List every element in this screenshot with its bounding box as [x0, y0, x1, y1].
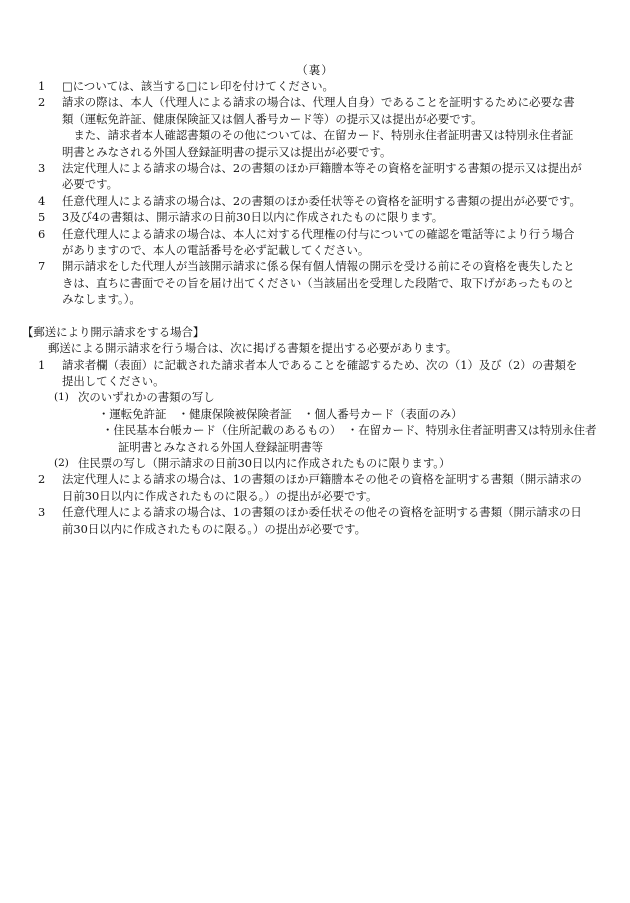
- mail-item-number: 3: [38, 505, 46, 520]
- note-number: 3: [38, 161, 46, 176]
- note-text: 開示請求をした代理人が当該開示請求に係る保有個人情報の開示を受ける前にその資格を喪失したときは、直ちに書面でその旨を届け出てください（当該届出を受理した段階で、取下げがあったものとみなします。）。: [62, 259, 575, 307]
- note-text: □については、該当する□にレ印を付けてください。: [62, 79, 334, 93]
- mail-subitem-text: 次のいずれかの書類の写し: [78, 390, 215, 405]
- note-item: [38, 258, 584, 307]
- document-bullet-line: ・住民基本台帳カード（住所記載のあるもの） ・在留カード、特別永住者証明書又は特別永住者証明書とみなされる外国人登録証明書等: [102, 423, 597, 454]
- note-text: 任意代理人による請求の場合は、本人に対する代理権の付与についての確認を電話等により行う場合がありますので、本人の電話番号を必ず記載してください。: [62, 226, 575, 258]
- note-number: 4: [38, 193, 46, 208]
- mail-item: [38, 471, 584, 504]
- mail-item-number: 2: [38, 472, 46, 487]
- mail-subitem-text: 住民票の写し（開示請求の日前30日以内に作成されたものに限ります。）: [78, 455, 451, 470]
- note-number: 6: [38, 226, 46, 241]
- note-item: [38, 226, 584, 259]
- mail-subitem-number: (1): [54, 391, 69, 404]
- note-text: 請求の際は、本人（代理人による請求の場合は、代理人自身）であることを証明するために必要な書類（運転免許証、健康保険証又は個人番号カード等）の提示又は提出が必要です。: [62, 95, 575, 126]
- mail-section-lead: 郵送による開示請求を行う場合は、次に掲げる書類を提出する必要があります。: [48, 341, 458, 356]
- note-number: 7: [38, 259, 46, 274]
- mail-item-text: 任意代理人による請求の場合は、1の書類のほか委任状その他その資格を証明する書類（開示請求の日前30日以内に作成されたものに限る。）の提出が必要です。: [62, 505, 582, 536]
- note-text: 任意代理人による請求の場合は、2の書類のほか委任状等その資格を証明する書類の提出が必要です。: [62, 193, 581, 208]
- note-item: [38, 160, 584, 193]
- mail-section-heading: 【郵送により開示請求をする場合】: [22, 324, 205, 339]
- note-item: [38, 193, 584, 209]
- mail-subitem-number: (2): [54, 456, 69, 469]
- page-title: （裏）: [296, 63, 334, 77]
- mail-subitem: [54, 455, 584, 471]
- mail-item-text: 法定代理人による請求の場合は、1の書類のほか戸籍謄本その他その資格を証明する書類（開示請求の日前30日以内に作成されたものに限る。）の提出が必要です。: [62, 472, 582, 503]
- note-item: [38, 94, 584, 160]
- mail-item-number: 1: [38, 357, 46, 372]
- notes-block: [0, 78, 630, 537]
- mail-item: [38, 357, 584, 390]
- note-item: [38, 78, 584, 94]
- document-bullet-line: ・運転免許証 ・健康保険被保険者証 ・個人番号カード（表面のみ）: [98, 406, 463, 421]
- note-number: 1: [38, 79, 46, 93]
- note-number: 5: [38, 210, 46, 225]
- section-gap: [0, 308, 630, 324]
- mail-item: [38, 504, 584, 537]
- mail-subitem: [54, 389, 584, 405]
- note-text: 法定代理人による請求の場合は、2の書類のほか戸籍謄本等その資格を証明する書類の提示又は提出が必要です。: [62, 161, 582, 192]
- note-item: [38, 209, 584, 225]
- mail-item-text: 請求者欄（表面）に記載された請求者本人であることを確認するため、次の（1）及び（2）の書類を提出してください。: [62, 357, 578, 388]
- note-extra-text: また、請求者本人確認書類のその他については、在留カード、特別永住者証明書又は特別永住者証明書とみなされる外国人登録証明書の提示又は提出が必要です。: [62, 128, 574, 159]
- note-number: 2: [38, 95, 46, 110]
- note-text: 3及び4の書類は、開示請求の日前30日以内に作成されたものに限ります。: [62, 210, 444, 225]
